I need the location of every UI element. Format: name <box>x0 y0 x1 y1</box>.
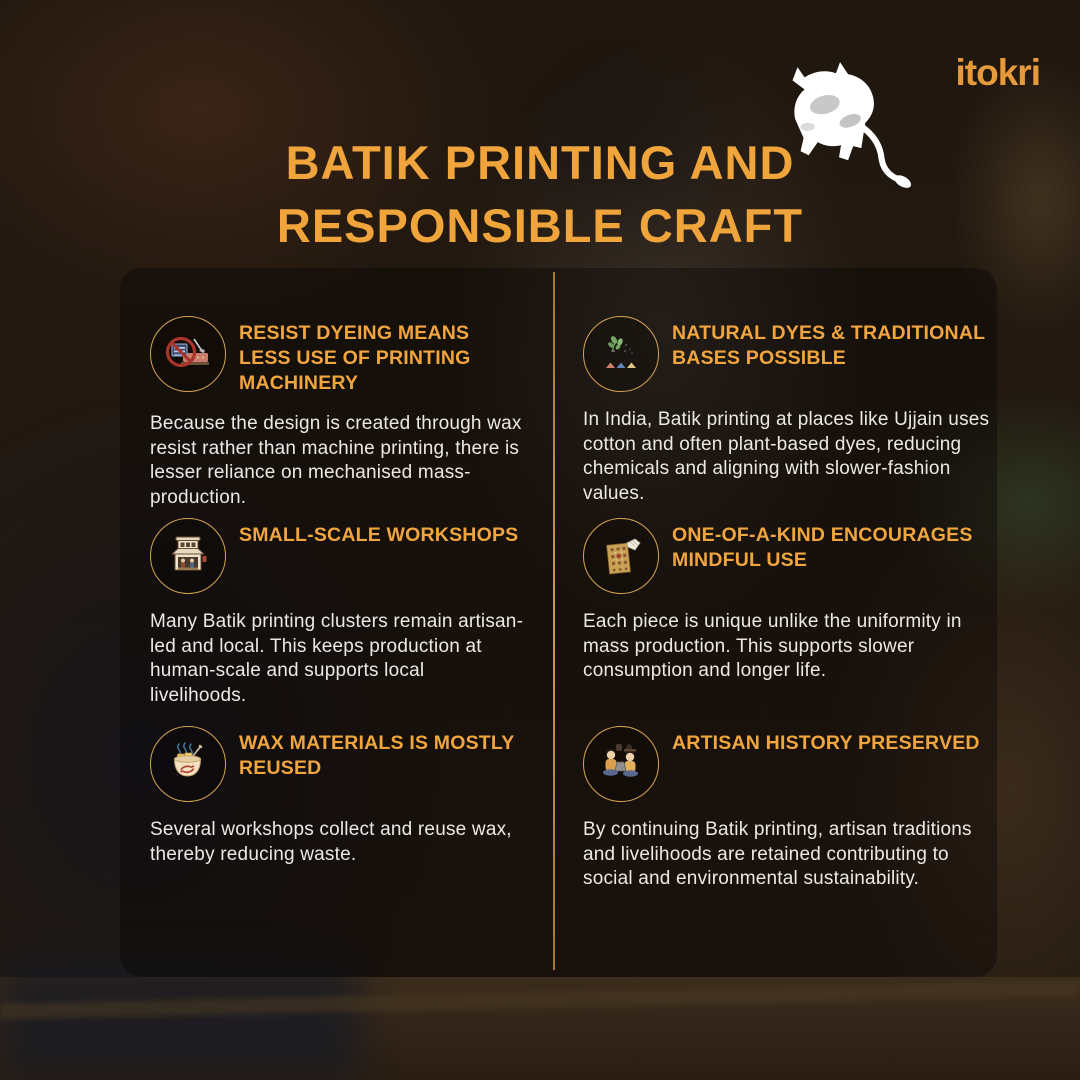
no-printing-machinery-icon <box>150 316 226 392</box>
itokri-logo: itokri <box>955 52 1040 93</box>
section-natural-dyes <box>583 316 991 506</box>
section-body: By continuing Batik printing, artisan traditions and livelihoods are retained contributing to social and environmental sustainability. <box>583 819 972 889</box>
section-heading: ARTISAN HISTORY PRESERVED <box>672 732 980 754</box>
section-heading: WAX MATERIALS IS MOSTLY REUSED <box>239 732 515 779</box>
column-divider <box>553 272 555 970</box>
section-wax-reused <box>150 726 525 867</box>
section-body: Because the design is created through wax resist rather than machine printing, there is lesser reliance on mechanised mass-production. <box>150 413 522 508</box>
section-heading: SMALL-SCALE WORKSHOPS <box>239 524 519 546</box>
unique-fabric-icon <box>583 518 659 594</box>
goat-mascot-illustration <box>752 48 924 220</box>
section-resist-dyeing <box>150 316 525 510</box>
background-fabric-photo <box>0 960 360 1080</box>
artisans-icon <box>583 726 659 802</box>
page-title-line1: BATIK PRINTING AND <box>285 136 795 190</box>
section-body: Many Batik printing clusters remain artisan-led and local. This keeps production at human-scale and supports local livelihoods. <box>150 611 524 706</box>
section-one-of-a-kind <box>583 518 991 684</box>
section-body: In India, Batik printing at places like Ujjain uses cotton and often plant-based dyes, reducing chemicals and aligning with slower-fashion values. <box>583 409 990 504</box>
section-body: Each piece is unique unlike the uniformity in mass production. This supports slower consumption and longer life. <box>583 611 962 681</box>
workshop-icon <box>150 518 226 594</box>
section-heading: RESIST DYEING MEANS LESS USE OF PRINTING MACHINERY <box>239 322 471 394</box>
section-heading: ONE-OF-A-KIND ENCOURAGES MINDFUL USE <box>672 524 973 571</box>
section-heading: NATURAL DYES & TRADITIONAL BASES POSSIBLE <box>672 322 985 369</box>
content-panel <box>120 268 997 977</box>
wax-pot-icon <box>150 726 226 802</box>
page-title-line2: RESPONSIBLE CRAFT <box>276 199 804 253</box>
section-body: Several workshops collect and reuse wax, thereby reducing waste. <box>150 819 512 865</box>
section-small-scale-workshops <box>150 518 525 708</box>
section-artisan-history <box>583 726 995 892</box>
natural-dyes-icon <box>583 316 659 392</box>
